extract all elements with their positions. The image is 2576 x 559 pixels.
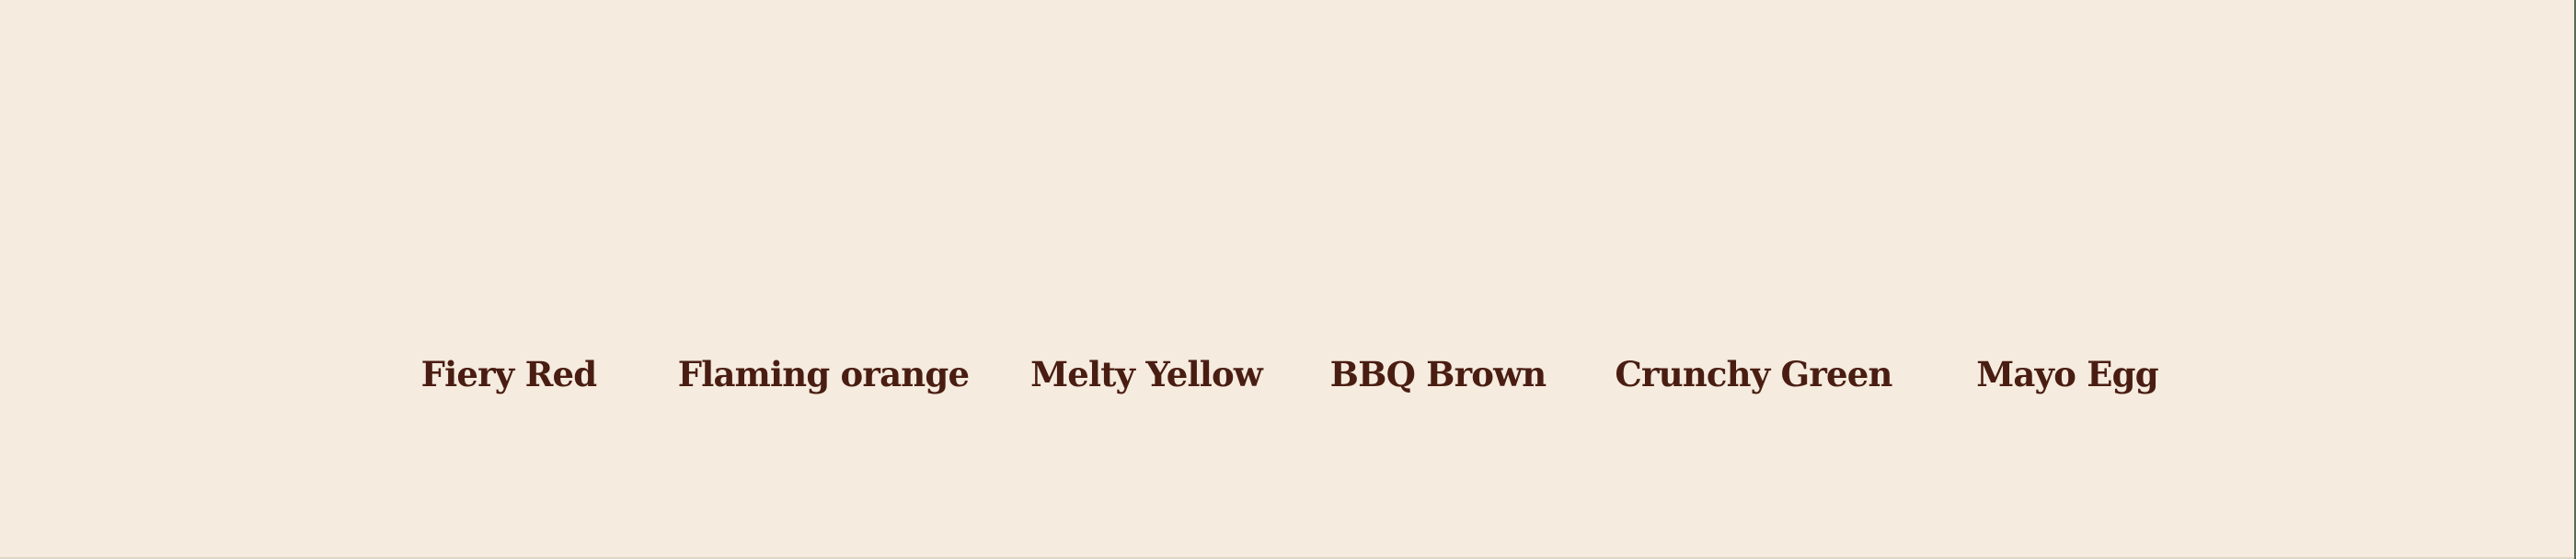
color-label-mayo-egg: Mayo Egg	[1976, 354, 2158, 394]
color-label-bbq-brown: BBQ Brown	[1329, 354, 1547, 394]
color-label-melty-yellow: Melty Yellow	[1030, 354, 1262, 394]
color-label-fiery-red: Fiery Red	[420, 354, 597, 394]
color-label-crunchy-green: Crunchy Green	[1615, 354, 1892, 394]
color-label-flaming-orange: Flaming orange	[677, 354, 970, 394]
color-name-row	[0, 349, 2576, 399]
